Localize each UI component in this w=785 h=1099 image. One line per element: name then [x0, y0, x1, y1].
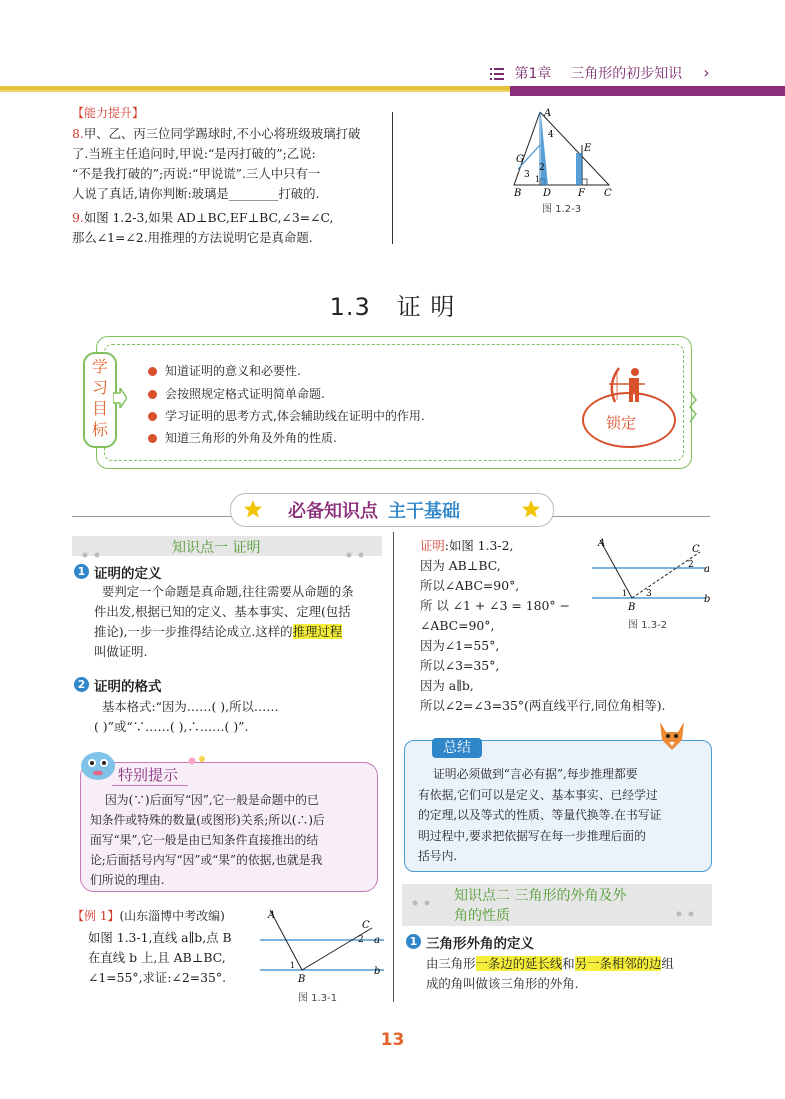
figure-1-3-1: [258, 906, 386, 986]
svg-text:C: C: [362, 920, 370, 931]
banner-line-left: [72, 516, 232, 517]
figure-1-3-2: [586, 534, 714, 614]
proof-text: 证明:如图 1.3-2, 因为 AB⊥BC, 所以∠ABC=90°, 所 以 ∠1 + ∠3 = 180° − ∠ABC=90°, 因为∠1=55°, 所以∠3=35°, 因为 a∥b, 所以∠2=∠3=35°(两直线平行,同位角相等).: [420, 538, 666, 713]
svg-text:C: C: [692, 544, 700, 555]
goals-tag: 学习目标: [83, 352, 117, 448]
svg-text:G: G: [516, 154, 524, 165]
chapter-number: 第1章: [514, 66, 552, 82]
arrow-right-icon: [113, 388, 127, 408]
figure-caption: 图 1.2-3: [542, 204, 582, 215]
number-badge-1: 1: [406, 934, 421, 949]
svg-text:B: B: [514, 188, 522, 199]
example-1: 【例 1】(山东淄博中考改编): [72, 909, 225, 923]
svg-text:2: 2: [688, 560, 694, 570]
chevron-right-icon: ›: [703, 63, 710, 82]
svg-text:a: a: [704, 564, 710, 575]
goal-item: 学习证明的思考方式,体会辅助线在证明中的作用.: [148, 407, 425, 424]
number-badge-1: 1: [74, 564, 89, 579]
svg-text:b: b: [704, 594, 711, 605]
archer-icon: [605, 366, 649, 404]
banner-line-right: [552, 516, 710, 517]
ability-tag: 【能力提升】: [72, 106, 145, 120]
dots-decoration: [676, 902, 706, 921]
svg-text:b: b: [374, 966, 381, 977]
svg-text:2: 2: [358, 935, 364, 945]
kp2-title: 知识点二 三角形的外角及外 角的性质: [454, 888, 627, 924]
question-9: 9.如图 1.2-3,如果 AD⊥BC,EF⊥BC,∠3=∠C, 那么∠1=∠2.用推理的方法说明它是真命题.: [72, 210, 334, 245]
example-1-text: 如图 1.3-1,直线 a∥b,点 B 在直线 b 上,且 AB⊥BC, ∠1=55°,求证:∠2=35°.: [88, 930, 232, 985]
fox-mascot-icon: [652, 718, 692, 754]
target-label: 锁定: [606, 414, 637, 432]
dots-decoration: [346, 543, 376, 562]
mascot-icon: [78, 746, 118, 782]
banner-title: 必备知识点 主干基础: [288, 501, 460, 522]
svg-text:A: A: [598, 538, 606, 549]
summary-text: 证明必须做到“言必有据”,每步推理都要 有依据,它们可以是定义、基本事实、已经学过 的定理,以及等式的性质、等量代换等.在书写证 明过程中,要求把依据写在每一步推理后面的 括号内.: [418, 767, 662, 863]
figure-1-2-3: [500, 105, 620, 215]
header-bar-light: [0, 90, 510, 92]
exterior-angle-text: 由三角形一条边的延长线和另一条相邻的边组 成的角叫做该三角形的外角.: [426, 956, 674, 991]
svg-text:a: a: [374, 935, 380, 946]
number-badge-2: 2: [74, 677, 89, 692]
kp1-title: 知识点一 证明: [172, 540, 261, 556]
list-icon: [490, 68, 504, 80]
chapter-header: [490, 63, 710, 83]
svg-text:4: 4: [548, 130, 554, 140]
page-number: 13: [380, 1030, 405, 1050]
svg-text:A: A: [268, 910, 276, 921]
tip-title-underline: [112, 785, 188, 786]
section-title: 1.3 证 明: [329, 293, 456, 321]
header-bar-accent: [510, 86, 785, 96]
summary-title: 总结: [432, 738, 482, 758]
figure-caption: 图 1.3-1: [298, 993, 338, 1004]
svg-text:B: B: [628, 602, 636, 613]
svg-text:1: 1: [535, 175, 541, 184]
svg-text:1: 1: [622, 589, 628, 598]
star-icon: [522, 500, 540, 522]
goal-item: 知道证明的意义和必要性.: [148, 362, 301, 379]
svg-text:A: A: [544, 108, 552, 119]
tip-text: 因为(∵)后面写“因”,它一般是命题中的已 知条件或特殊的数量(或图形)关系;所以(∴)后 面写“果”,它一般是由已知条件直接推出的结 论;后面括号内写“因”或“果”的依据,也就是我 们所说的理由.: [90, 793, 325, 887]
tip-title: 特别提示: [118, 766, 179, 784]
figure-caption: 图 1.3-2: [628, 620, 668, 631]
goal-item: 知道三角形的外角及外角的性质.: [148, 429, 337, 446]
definition-text: 要判定一个命题是真命题,往往需要从命题的条 件出发,根据已知的定义、基本事实、定理(包括 推论),一步一步推得结论成立.这样的推理过程 叫做证明.: [94, 584, 354, 659]
svg-text:3: 3: [524, 170, 530, 180]
definition-heading: 证明的定义: [94, 566, 162, 582]
svg-text:E: E: [584, 143, 592, 154]
svg-text:1: 1: [290, 961, 296, 970]
goal-item: 会按照规定格式证明简单命题.: [148, 385, 325, 402]
svg-text:C: C: [604, 188, 612, 199]
zigzag-icon: [688, 392, 702, 426]
format-heading: 证明的格式: [94, 679, 162, 695]
svg-text:3: 3: [646, 589, 652, 599]
chapter-title: 三角形的初步知识: [570, 66, 683, 82]
exterior-angle-heading: 三角形外角的定义: [426, 936, 534, 952]
svg-text:F: F: [578, 188, 585, 199]
column-divider: [392, 112, 393, 244]
svg-text:D: D: [543, 188, 552, 199]
dots-decoration: [412, 891, 442, 910]
dots-decoration: [82, 543, 112, 562]
format-text: 基本格式:“因为……( ),所以…… ( )”或“∵……( ),∴……( )”.: [94, 699, 279, 734]
svg-text:2: 2: [539, 163, 545, 173]
column-divider: [393, 532, 394, 1002]
svg-text:B: B: [298, 974, 306, 985]
star-icon: [244, 500, 262, 522]
question-8: 8.甲、乙、丙三位同学踢球时,不小心将班级玻璃打破 了.当班主任追问时,甲说:“是丙打破的”;乙说: “不是我打破的”;丙说:“甲说谎”.三人中只有一 人说了真话,请你判断:玻璃是________打破的.: [72, 126, 361, 201]
dots-decoration: [188, 752, 208, 771]
